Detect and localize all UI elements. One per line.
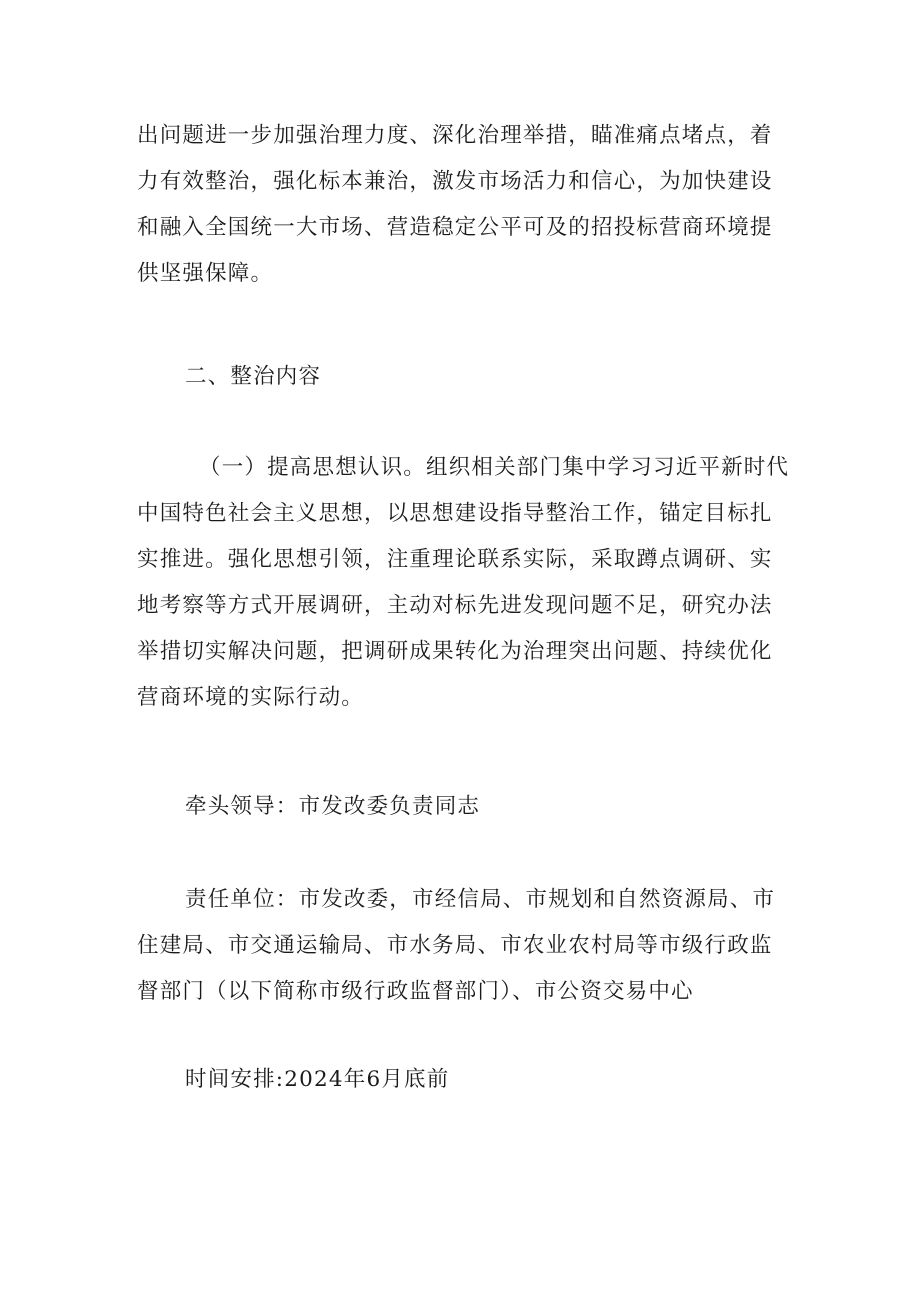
section-heading — [137, 354, 841, 400]
lead-leader-text: 牵头领导：市发改委负责同志 — [185, 794, 481, 819]
paragraph-goal-continuation — [137, 113, 793, 297]
text-line: 督部门（以下简称市级行政监督部门）、市公资交易中心 — [137, 979, 694, 1004]
paragraph-responsible-units — [137, 877, 793, 1015]
text-line: 举措切实解决问题，把调研成果转化为治理突出问题、持续优化 — [137, 639, 773, 664]
paragraph-lead-leader — [137, 784, 793, 830]
text-line: 住建局、市交通运输局、市水务局、市农业农村局等市级行政监 — [137, 933, 773, 958]
schedule-text: 时间安排:2024年6月底前 — [185, 1067, 450, 1092]
text-line: （一）提高思想认识。组织相关部门集中学习习近平新时代 — [199, 455, 790, 480]
text-line: 供坚强保障。 — [137, 261, 274, 286]
text-line: 出问题进一步加强治理力度、深化治理举措，瞄准痛点堵点，着 — [137, 123, 773, 148]
text-line: 责任单位：市发改委，市经信局、市规划和自然资源局、市 — [185, 887, 776, 912]
text-line: 实推进。强化思想引领，注重理论联系实际，采取蹲点调研、实 — [137, 547, 773, 572]
text-line: 中国特色社会主义思想，以思想建设指导整治工作，锚定目标扎 — [137, 501, 773, 526]
paragraph-thought-awareness — [137, 445, 793, 721]
text-line: 营商环境的实际行动。 — [137, 685, 365, 710]
text-line: 地考察等方式开展调研，主动对标先进发现问题不足，研究办法 — [137, 593, 773, 618]
text-line: 和融入全国统一大市场、营造稳定公平可及的招投标营商环境提 — [137, 215, 773, 240]
section-heading-text: 二、整治内容 — [185, 364, 322, 389]
text-line: 力有效整治，强化标本兼治，激发市场活力和信心，为加快建设 — [137, 169, 773, 194]
paragraph-schedule — [137, 1057, 793, 1103]
